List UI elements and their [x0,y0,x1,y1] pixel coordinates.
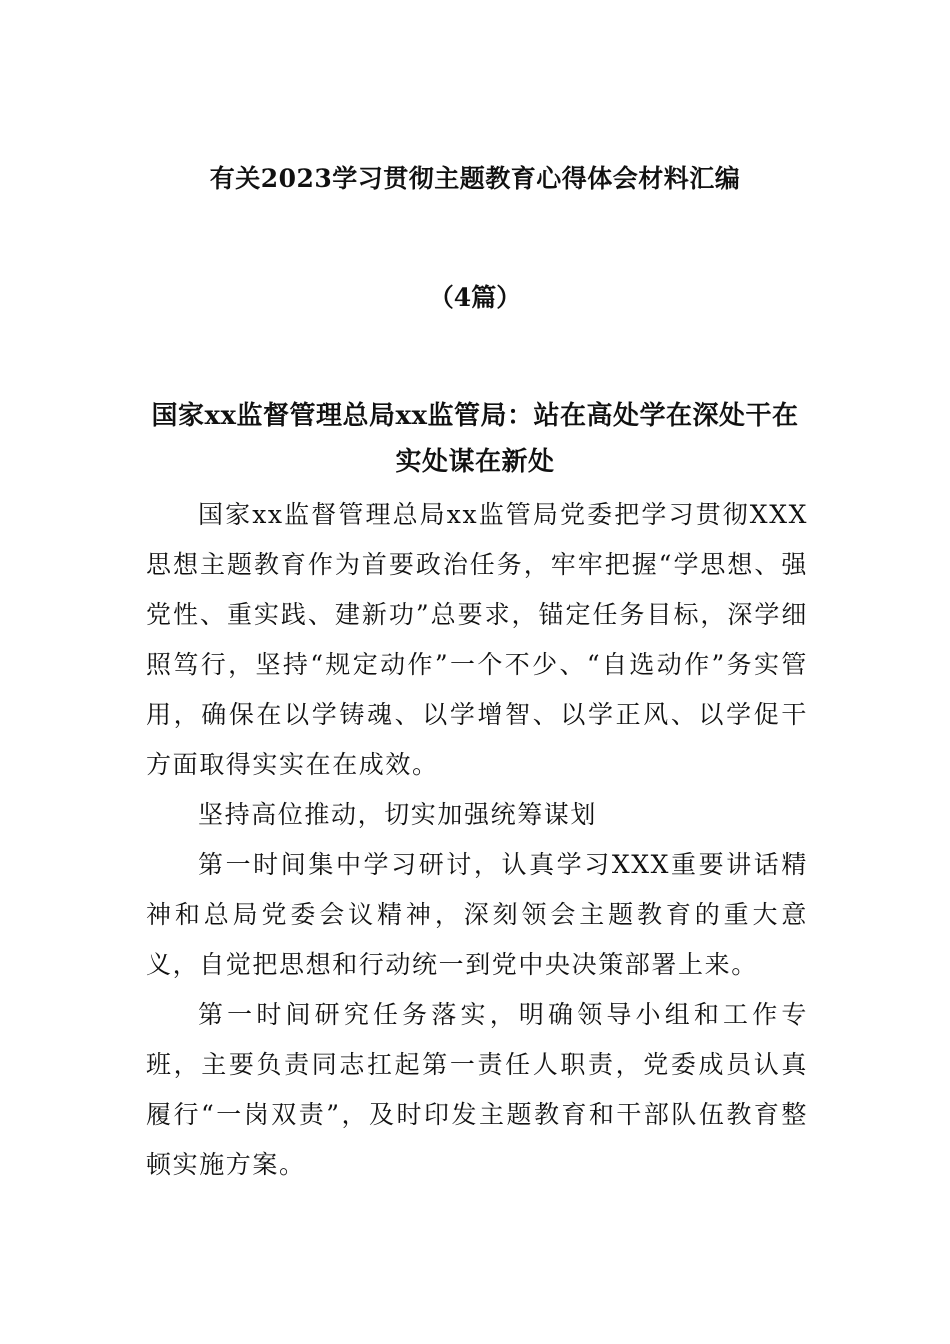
document-subtitle: （4篇） [428,283,522,312]
paragraph-intro: 国家xx监督管理总局xx监管局党委把学习贯彻XXX思想主题教育作为首要政治任务，牢牢把握“学思想、强党性、重实践、建新功”总要求，锚定任务目标，深学细照笃行，坚持“规定动作”一个不少、“自选动作”务实管用，确保在以学铸魂、以学增智、以学正风、以学促干方面取得实实在在成效。 [146,500,808,779]
document-title: 有关2023学习贯彻主题教育心得体会材料汇编 [209,164,741,193]
article-title: 国家xx监督管理总局xx监管局：站在高处学在深处干在实处谋在新处 [151,401,799,477]
section-heading: 坚持高位推动，切实加强统筹谋划 [198,800,598,829]
paragraph-implementation: 第一时间研究任务落实，明确领导小组和工作专班，主要负责同志扛起第一责任人职责，党委成员认真履行“一岗双责”，及时印发主题教育和干部队伍教育整顿实施方案。 [146,1000,808,1179]
paragraph-study: 第一时间集中学习研讨，认真学习XXX重要讲话精神和总局党委会议精神，深刻领会主题教育的重大意义，自觉把思想和行动统一到党中央决策部署上来。 [146,850,808,979]
article-body [146,490,808,1190]
